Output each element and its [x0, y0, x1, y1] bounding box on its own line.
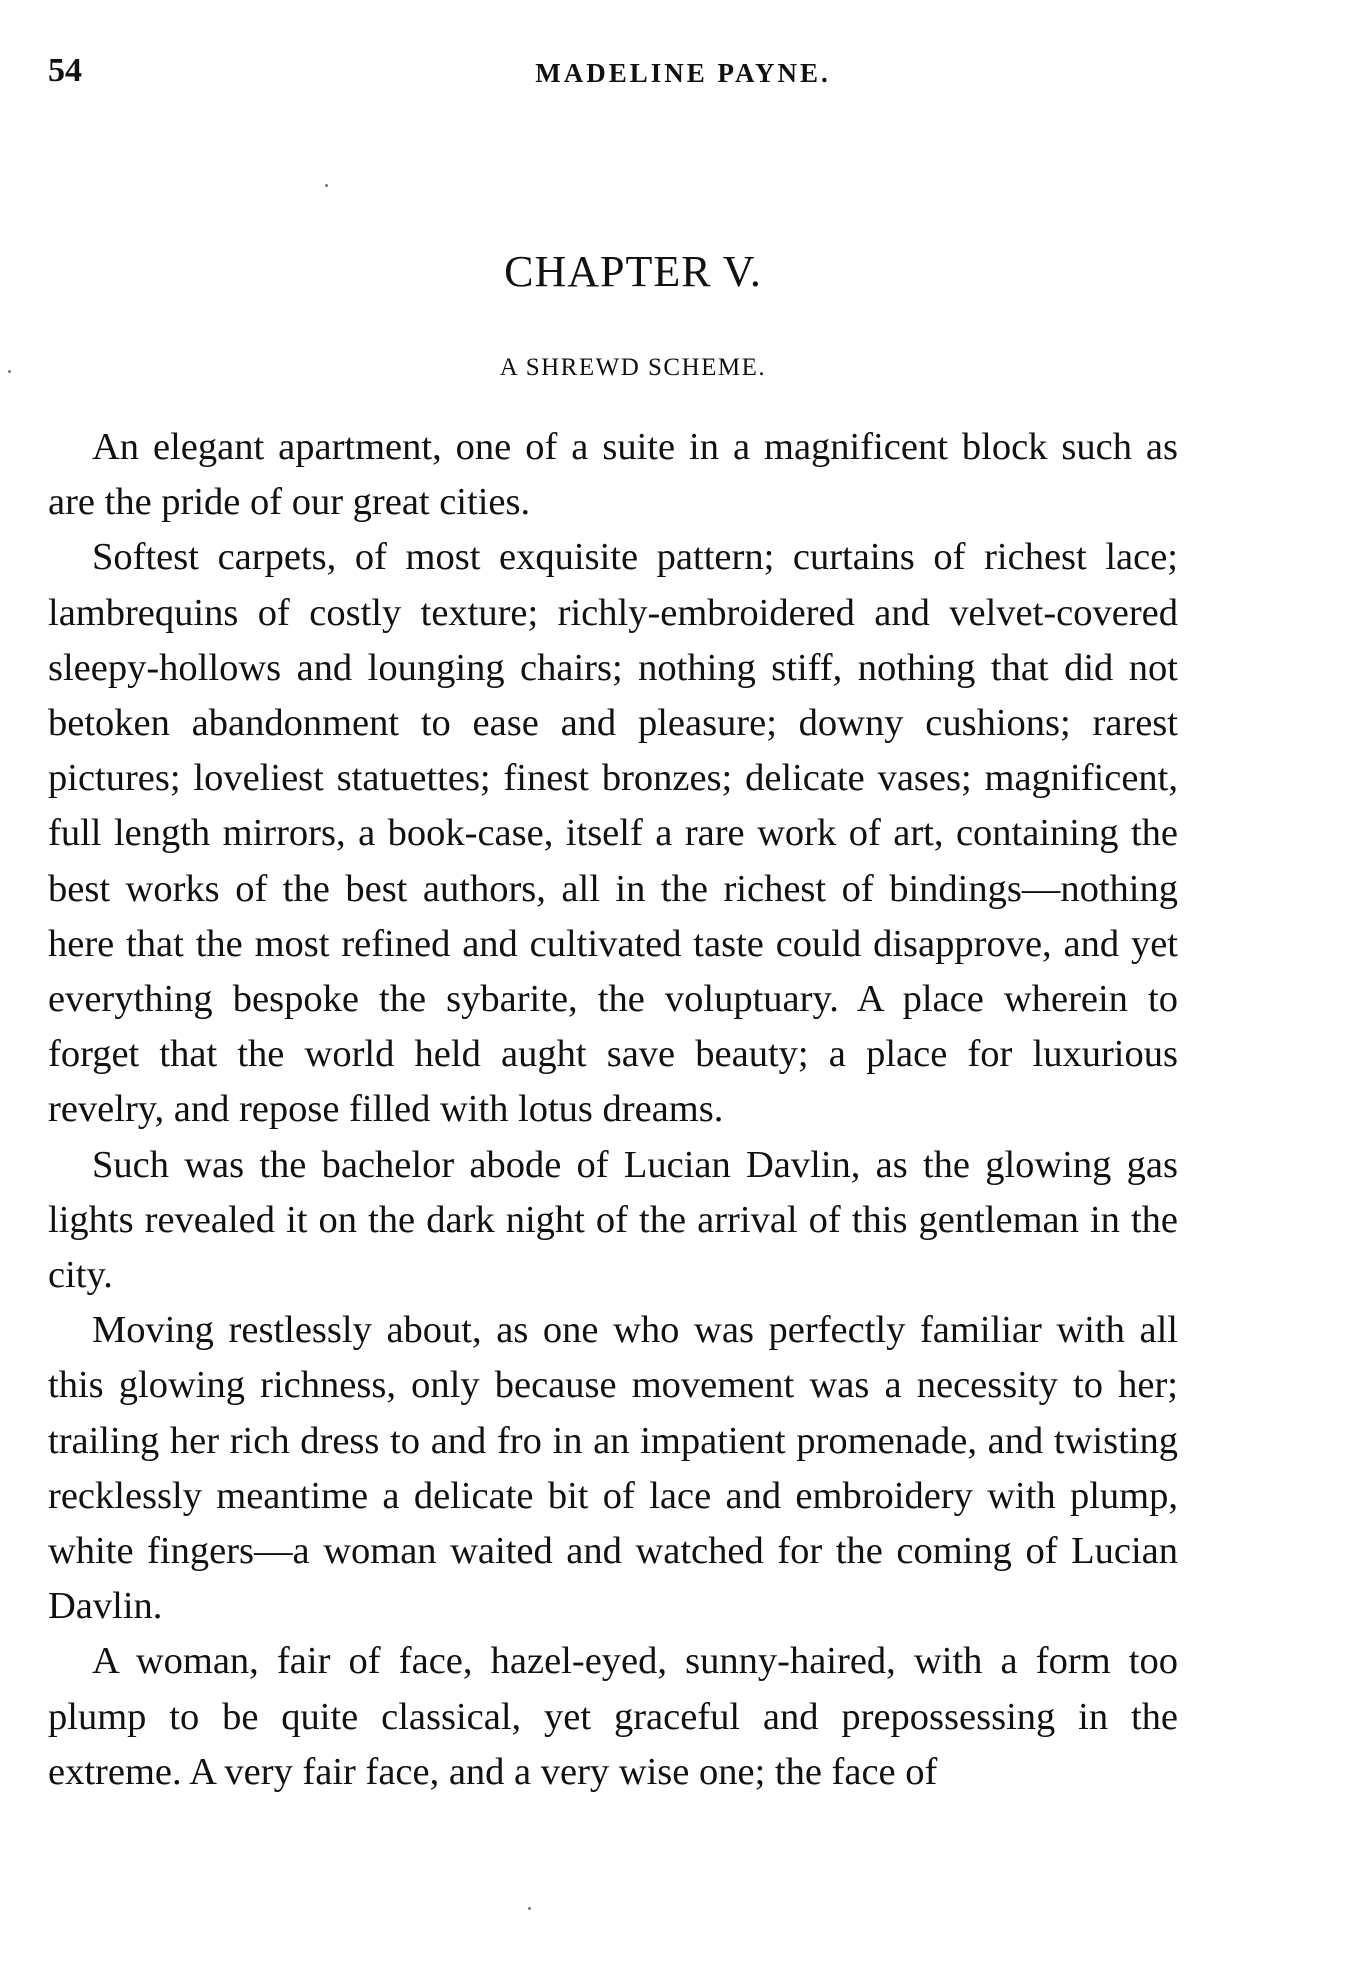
running-head: [48, 52, 1178, 92]
paragraph: Moving restlessly about, as one who was perfectly familiar with all this glowing richness, only because movement was a necessity to her; trailing her rich dress to and fro in an impatient promenade, and twisting recklessly meantime a delicate bit of lace and embroidery with plump, white fingers—a woman waited and watched for the coming of Lucian Davlin.: [48, 1309, 1178, 1628]
paragraph: Such was the bachelor abode of Lucian Davlin, as the glowing gas lights revealed it on the dark night of the arrival of this gentleman in the city.: [48, 1143, 1178, 1297]
print-speck: [325, 184, 328, 187]
paragraph: Softest carpets, of most exquisite pattern; curtains of richest lace; lambrequins of costly texture; richly-embroidered and velvet-covered sleepy-hollows and lounging chairs; nothing stiff, nothing that did not betoken abandonment to ease and pleasure; downy cushions; rarest pictures; loveliest statuettes; finest bronzes; delicate vases; magnificent, full length mirrors, a book-case, itself a rare work of art, containing the best works of the best authors, all in the richest of bindings—nothing here that the most refined and cultivated taste could disapprove, and yet everything bespoke the sybarite, the voluptuary. A place wherein to forget that the world held aught save beauty; a place for luxurious revelry, and repose filled with lotus dreams.: [48, 536, 1178, 1131]
chapter-heading: CHAPTER V.: [504, 247, 762, 296]
paragraph: An elegant apartment, one of a suite in a magnificent block such as are the pride of our great cities.: [48, 426, 1178, 524]
paragraph: A woman, fair of face, hazel-eyed, sunny-haired, with a form too plump to be quite classical, yet graceful and prepossessing in the extreme. A very fair face, and a very wise one; the face of: [48, 1640, 1178, 1793]
page-number: 54: [48, 52, 82, 89]
print-speck: [8, 370, 11, 373]
running-title: MADELINE PAYNE.: [535, 58, 831, 88]
chapter-subtitle: A SHREWD SCHEME.: [499, 354, 767, 381]
print-speck: [528, 1907, 531, 1910]
body-text: [48, 420, 1178, 1800]
